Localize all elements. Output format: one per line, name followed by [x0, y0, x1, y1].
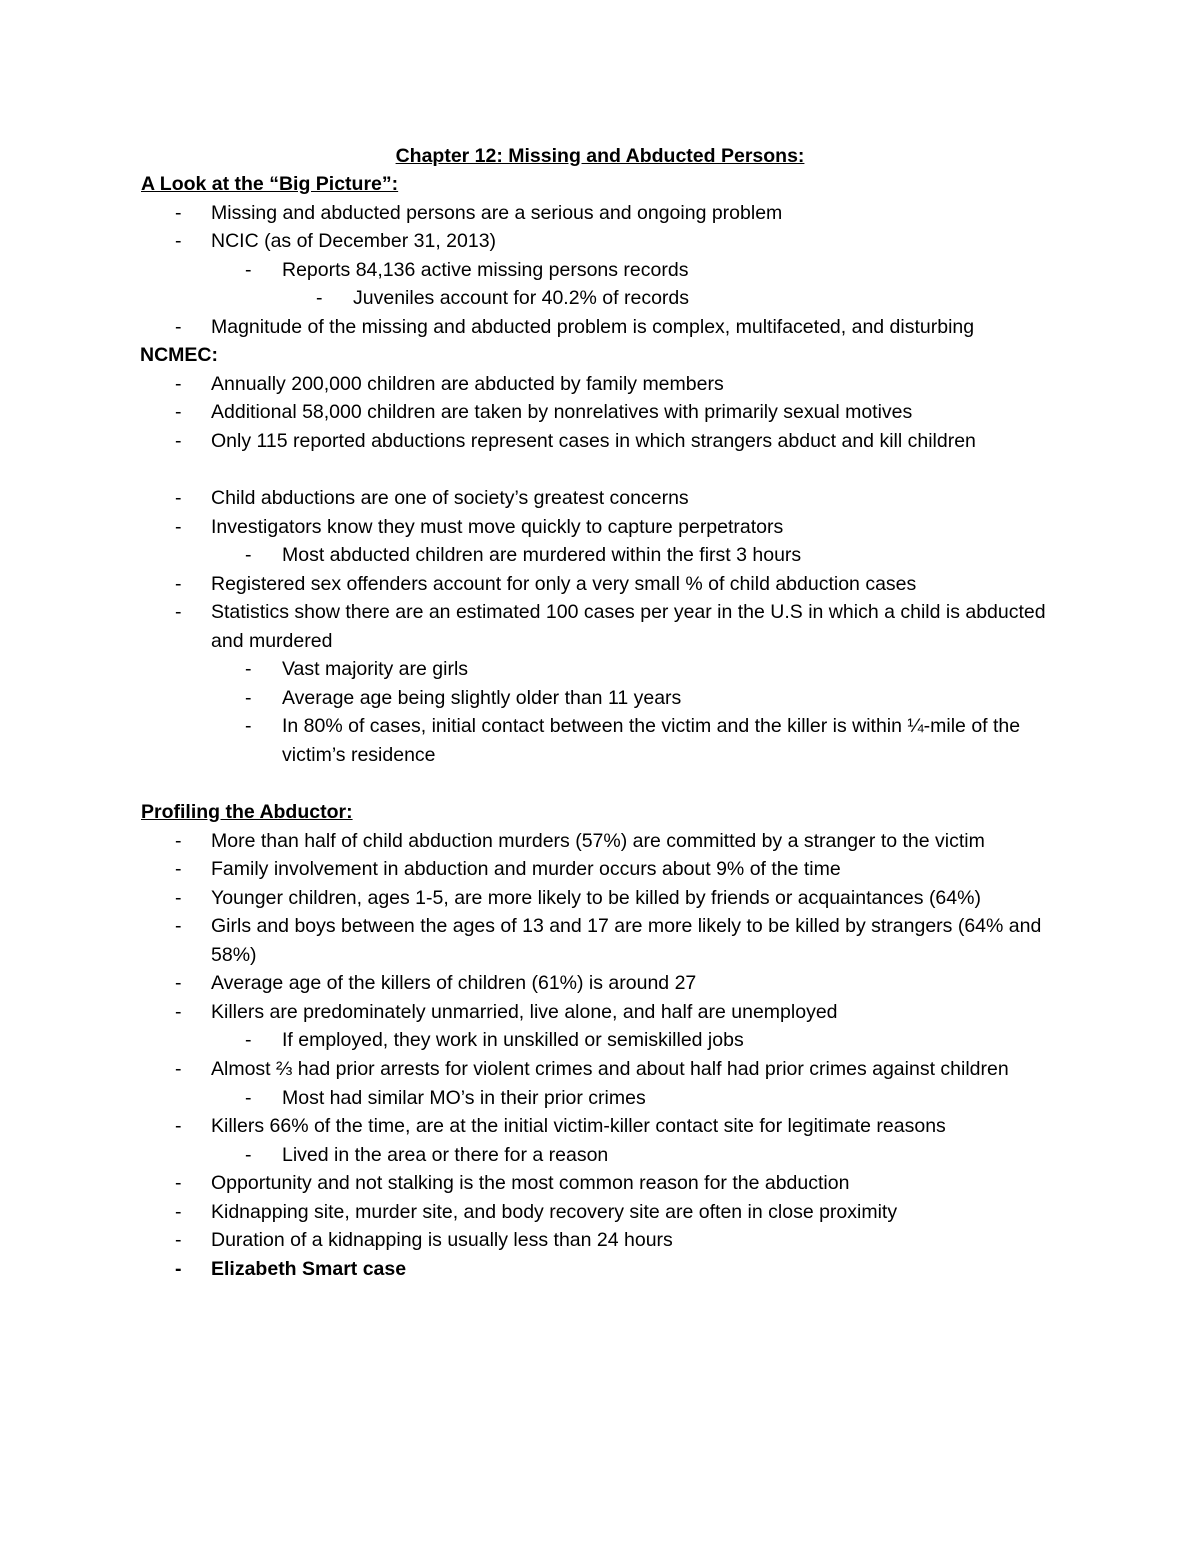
section-heading-big-picture: A Look at the “Big Picture”: — [141, 173, 399, 195]
list-item: - Almost ⅔ had prior arrests for violent crimes and about half had prior crimes against children - Most had similar MO’s in their prior crimes — [141, 1055, 1071, 1112]
section-heading-ncmec: NCMEC: — [140, 344, 218, 367]
ncmec-list-2 — [141, 484, 1071, 769]
list-item: - If employed, they work in unskilled or semiskilled jobs — [211, 1026, 1071, 1055]
sub-list — [211, 1084, 1071, 1113]
page-title-text: Chapter 12: Missing and Abducted Persons: — [395, 145, 805, 167]
list-item: - Annually 200,000 children are abducted by family members — [141, 370, 1071, 399]
list-item: - Lived in the area or there for a reason — [211, 1141, 1071, 1170]
list-item: - Younger children, ages 1-5, are more likely to be killed by friends or acquaintances (64%) — [141, 884, 1071, 913]
profiling-list — [141, 827, 1071, 1284]
list-item: - Registered sex offenders account for only a very small % of child abduction cases — [141, 570, 1071, 599]
list-item: - Additional 58,000 children are taken by nonrelatives with primarily sexual motives — [141, 398, 1071, 427]
list-item: - Magnitude of the missing and abducted problem is complex, multifaceted, and disturbing — [141, 313, 1071, 342]
list-item: - Average age being slightly older than 11 years — [211, 684, 1071, 713]
sub-list — [211, 256, 1071, 313]
list-item: - Duration of a kidnapping is usually less than 24 hours — [141, 1226, 1071, 1255]
page-title — [0, 142, 1200, 171]
list-item: - Most abducted children are murdered within the first 3 hours — [211, 541, 1071, 570]
list-item: - Child abductions are one of society’s greatest concerns — [141, 484, 1071, 513]
spacer — [141, 455, 1071, 484]
list-item: - Average age of the killers of children (61%) is around 27 — [141, 969, 1071, 998]
list-item: - Statistics show there are an estimated 100 cases per year in the U.S in which a child is abducted and murdered - Vast majority are girls - Average age being slightly older than 11 years - In 80% of cases, initial contact between the victim and the killer is within ¼-mile of the victim’s residence — [141, 598, 1071, 769]
list-item: - Family involvement in abduction and murder occurs about 9% of the time — [141, 855, 1071, 884]
spacer — [141, 769, 1071, 798]
list-item: - In 80% of cases, initial contact between the victim and the killer is within ¼-mile of the victim’s residence — [211, 712, 1071, 769]
list-item: - Most had similar MO’s in their prior crimes — [211, 1084, 1071, 1113]
list-item: - Investigators know they must move quickly to capture perpetrators - Most abducted children are murdered within the first 3 hours — [141, 513, 1071, 570]
document-body — [141, 170, 1071, 1283]
list-item: - Juveniles account for 40.2% of records — [282, 284, 1071, 313]
list-item: - Opportunity and not stalking is the most common reason for the abduction — [141, 1169, 1071, 1198]
list-item: - Reports 84,136 active missing persons records - Juveniles account for 40.2% of records — [211, 256, 1071, 313]
sub-list — [211, 1141, 1071, 1170]
big-picture-list — [141, 199, 1071, 342]
list-item: - Girls and boys between the ages of 13 and 17 are more likely to be killed by strangers (64% and 58%) — [141, 912, 1071, 969]
list-item: - Vast majority are girls — [211, 655, 1071, 684]
list-item-bold: - Elizabeth Smart case — [141, 1255, 1071, 1284]
ncmec-list — [141, 370, 1071, 456]
sub-sub-list — [282, 284, 1071, 313]
sub-list — [211, 1026, 1071, 1055]
list-item: - Killers are predominately unmarried, live alone, and half are unemployed - If employed, they work in unskilled or semiskilled jobs — [141, 998, 1071, 1055]
sub-list — [211, 655, 1071, 769]
sub-list — [211, 541, 1071, 570]
list-item: - Killers 66% of the time, are at the initial victim-killer contact site for legitimate reasons - Lived in the area or there for a reason — [141, 1112, 1071, 1169]
list-item: - Kidnapping site, murder site, and body recovery site are often in close proximity — [141, 1198, 1071, 1227]
list-item: - Only 115 reported abductions represent cases in which strangers abduct and kill children — [141, 427, 1071, 456]
list-item: - Missing and abducted persons are a serious and ongoing problem — [141, 199, 1071, 228]
list-item: - NCIC (as of December 31, 2013) - Reports 84,136 active missing persons records - Juveniles account for 40.2% of records — [141, 227, 1071, 313]
section-heading-profiling: Profiling the Abductor: — [141, 801, 353, 824]
list-item: - More than half of child abduction murders (57%) are committed by a stranger to the victim — [141, 827, 1071, 856]
